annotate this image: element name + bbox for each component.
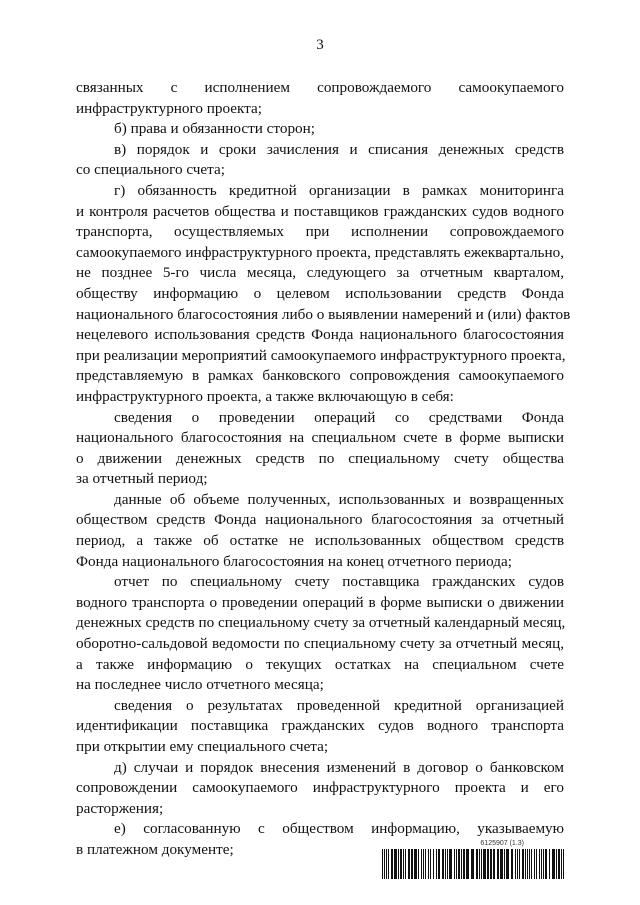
barcode-bar [458, 849, 460, 879]
text-line: сведения о проведении операций со средствами Фонда [114, 408, 564, 426]
barcode-bar [556, 849, 557, 879]
barcode-bar [436, 849, 437, 879]
page-number: 3 [316, 37, 324, 53]
barcode-bar [493, 849, 495, 879]
text-line: представляемую в рамках банковского сопровождения самоокупаемого [76, 367, 564, 385]
text-line: за отчетный период; [76, 470, 208, 488]
barcode-bar [531, 849, 532, 879]
barcode-bar [454, 849, 455, 879]
barcode-bar [552, 849, 555, 879]
barcode-bar [481, 849, 482, 879]
barcode-bar [382, 849, 383, 879]
barcode-bar [536, 849, 537, 879]
text-line: связанных с исполнением сопровождаемого самоокупаемого [76, 79, 564, 96]
text-line: г) обязанность кредитной организации в рамках мониторинга [114, 181, 564, 199]
text-line: в платежном документе; [76, 840, 234, 858]
text-line: е) согласованную с обществом информацию, указываемую [114, 820, 564, 838]
barcode-bar [539, 849, 540, 879]
document-body [76, 78, 571, 861]
text-line: обществом средств Фонда национального благосостояния за отчетный [76, 511, 564, 529]
barcode-bar [549, 849, 550, 879]
barcode-bar [519, 849, 520, 879]
barcode-bar [398, 849, 399, 879]
barcode-bar [442, 849, 444, 879]
barcode-bar [500, 849, 503, 879]
barcode-bar [483, 849, 486, 879]
barcode-bar [447, 849, 448, 879]
text-line: сопровождении самоокупаемого инфраструктурного проекта и его [76, 779, 564, 797]
text-line: оборотно-сальдовой ведомости по специальному счету за отчетный месяц, [76, 635, 564, 653]
text-line: национального благосостояния либо о выявлении намерений и (или) фактов [76, 305, 571, 323]
barcode-bar [517, 849, 518, 879]
barcode-bar [527, 849, 528, 879]
text-line: нецелевого использования средств Фонда национального благосостояния [76, 326, 564, 344]
barcode-bar [408, 849, 410, 879]
barcode-bar [543, 849, 544, 879]
barcode-bar [403, 849, 404, 879]
barcode-bar [438, 849, 440, 879]
barcode-bar [430, 849, 431, 879]
text-line: расторжения; [76, 799, 164, 817]
text-line: денежных средств по специальному счету за отчетный календарный месяц, [76, 614, 566, 632]
text-line: инфраструктурного проекта; [76, 99, 262, 117]
barcode-bar [497, 849, 499, 879]
barcode-bar [449, 849, 452, 879]
text-line: данные об объеме полученных, использованных и возвращенных [114, 490, 564, 508]
barcode-bar [504, 849, 505, 879]
barcode-bar [515, 849, 516, 879]
barcode-bar [563, 849, 564, 879]
barcode-bar [466, 849, 469, 879]
barcode-image [382, 849, 568, 879]
text-line: и контроля расчетов общества и поставщиков гражданских судов водного [76, 202, 564, 220]
barcode-bar [445, 849, 446, 879]
barcode-bar [561, 849, 562, 879]
barcode-bar [545, 849, 547, 879]
barcode-bar [384, 849, 385, 879]
text-line: а также информацию о текущих остатках на специальном счете [76, 655, 564, 673]
text-line: б) права и обязанности сторон; [114, 120, 315, 138]
barcode-bar [490, 849, 492, 879]
text-line: инфраструктурного проекта, а также включающую в себя: [76, 387, 454, 405]
barcode-bar [421, 849, 422, 879]
text-line: в) порядок и сроки зачисления и списания денежных средств [114, 140, 564, 158]
barcode-bar [425, 849, 426, 879]
barcode-bar [428, 849, 429, 879]
barcode-bar [558, 849, 560, 879]
barcode-bar [388, 849, 389, 879]
text-line: Фонда национального благосостояния на конец отчетного периода; [76, 552, 512, 570]
text-line: сведения о результатах проведенной кредитной организацией [114, 696, 564, 714]
text-line: национального благосостояния на специальном счете в форме выписки [76, 429, 564, 447]
barcode-bar [433, 849, 434, 879]
barcode-block [382, 840, 568, 879]
barcode-bar [471, 849, 474, 879]
text-line: самоокупаемого инфраструктурного проекта, представлять ежеквартально, [76, 243, 564, 261]
barcode-bar [456, 849, 457, 879]
text-line: период, а также об остатке не использованных обществом средств [76, 532, 564, 550]
barcode-bar [386, 849, 387, 879]
barcode-id-text: 6125907 (1.3) [480, 840, 524, 847]
barcode-bar [522, 849, 524, 879]
barcode-bar [506, 849, 509, 879]
barcode-bar [391, 849, 393, 879]
barcode-bar [511, 849, 513, 879]
text-line: при открытии ему специального счета; [76, 738, 329, 755]
barcode-bar [487, 849, 489, 879]
barcode-bar [461, 849, 462, 879]
text-line: со специального счета; [76, 161, 225, 179]
barcode-bar [418, 849, 419, 879]
text-line: д) случаи и порядок внесения изменений в договор о банковском [114, 758, 564, 776]
barcode-bar [541, 849, 542, 879]
barcode-bar [423, 849, 424, 879]
barcode-bar [476, 849, 478, 879]
barcode-bar [529, 849, 530, 879]
text-line: транспорта, осуществляемых при исполнении сопровождаемого [76, 223, 564, 241]
barcode-bar [479, 849, 480, 879]
text-line: идентификации поставщика гражданских судов водного транспорта [76, 717, 564, 735]
text-line: отчет по специальному счету поставщика гражданских судов [114, 573, 564, 591]
barcode-bar [394, 849, 397, 879]
text-line: на последнее число отчетного месяца; [76, 676, 324, 694]
barcode-bar [463, 849, 465, 879]
barcode-bar [405, 849, 406, 879]
barcode-bar [414, 849, 417, 879]
barcode-bar [400, 849, 402, 879]
text-line: обществу информацию о целевом использовании средств Фонда [76, 284, 564, 302]
barcode-bar [534, 849, 535, 879]
barcode-bar [525, 849, 526, 879]
text-line: не позднее 5-го числа месяца, следующего за отчетным кварталом, [76, 264, 564, 282]
text-line: при реализации мероприятий самоокупаемого инфраструктурного проекта, [76, 346, 566, 364]
text-line: водного транспорта о проведении операций в форме выписки о движении [76, 593, 564, 611]
barcode-bar [411, 849, 413, 879]
text-line: о движении денежных средств по специальному счету общества [76, 449, 564, 467]
